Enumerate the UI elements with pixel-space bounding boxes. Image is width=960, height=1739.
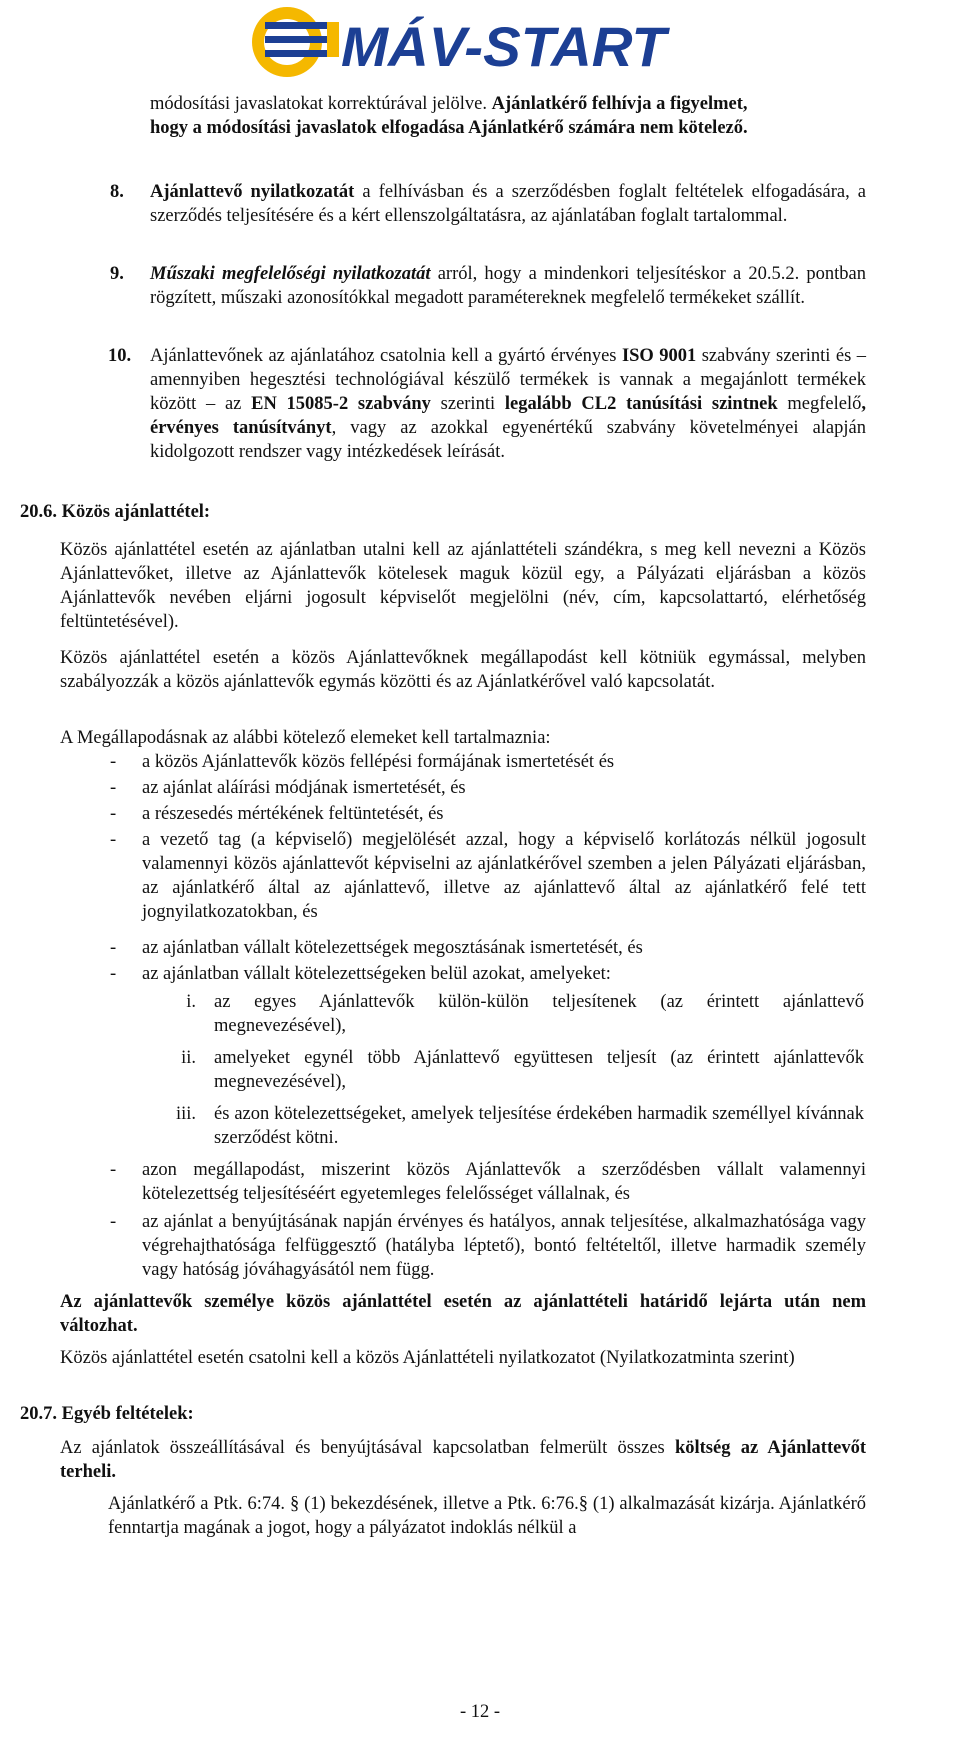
section-20-7-para-2: Ajánlatkérő a Ptk. 6:74. § (1) bekezdésének, illetve a Ptk. 6:76.§ (1) alkalmazását kizárja. Ajánlatkérő fenntartja magának a jogot, hogy a pályázatot indoklás nélkül a — [108, 1494, 866, 1538]
section-20-7-para-1 — [60, 1436, 866, 1484]
item-8-body: a felhívásban és a szerződésben foglalt feltételek elfogadására, a szerződés teljesítésére és a kért ellenszolgáltatásra, az ajánlatában foglalt tartalommal. — [150, 182, 866, 226]
list-item: a részesedés mértékének feltüntetését, és — [142, 804, 444, 824]
section-20-6-para-1: Közös ajánlattétel esetén az ajánlatban utalni kell az ajánlattételi szándékra, s meg kell nevezni a Közös Ajánlattevőket, illetve az Ajánlattevők kötelesek maguk közül egy, a Pályázati eljárásban a közös Ajánlattevők nevében eljárni jogosult képviselőt megjelölni (név, cím, kapcsolattartó, elérhetőség feltüntetésével). — [60, 540, 866, 632]
section-20-7-para-1-bold: költség az Ajánlattevőt terheli. — [60, 1438, 866, 1482]
item-9-body: arról, hogy a mindenkori teljesítéskor a 20.5.2. pontban rögzített, műszaki azonosítókkal megadott paramétereknek megfelelő termékeket szállít. — [150, 264, 866, 308]
logo-text: MÁV-START — [341, 15, 671, 78]
item-9-bold: Műszaki megfelelőségi nyilatkozatát — [150, 264, 431, 284]
section-20-6-para-4: Közös ajánlattétel esetén csatolni kell a közös Ajánlattételi nyilatkozatot (Nyilatkozatminta szerint) — [60, 1348, 795, 1368]
dash-bullet: - — [110, 1212, 117, 1232]
section-20-7-heading: 20.7. Egyéb feltételek: — [20, 1404, 194, 1424]
item-9-number: 9. — [110, 264, 124, 284]
item-10-part-5: , vagy az azokkal egyenértékű szabvány követelményei alapján kidolgozott rendszer vagy intézkedések leírását. — [150, 418, 866, 462]
list-item: az ajánlat aláírási módjának ismertetését, és — [142, 778, 466, 798]
roman-item: és azon kötelezettségeket, amelyek teljesítése érdekében harmadik személlyel kívánnak szerződést kötni. — [214, 1104, 864, 1148]
roman-numeral: i. — [186, 992, 196, 1012]
list-item: az ajánlatban vállalt kötelezettségeken belül azokat, amelyeket: — [142, 964, 611, 984]
item-8-number: 8. — [110, 182, 124, 202]
dash-bullet: - — [110, 752, 117, 772]
list-item: a vezető tag (a képviselő) megjelölését azzal, hogy a képviselő korlátozás nélkül jogosult valamennyi közös ajánlattevőt képviselni az ajánlatkérővel szemben a jelen Pályázati eljárásban, az ajánlatkérő által az ajánlattevő, illetve az ajánlattevő által az ajánlatkérő felé tett jognyilatkozatokban, és — [142, 830, 866, 922]
section-20-6-heading: 20.6. Közös ajánlattétel: — [20, 502, 211, 522]
dash-bullet: - — [110, 778, 117, 798]
list-item: azon megállapodást, miszerint közös Ajánlattevők a szerződésben vállalt valamennyi kötelezettség teljesítéséért egyetemleges felelősséget vállalnak, és — [142, 1160, 866, 1204]
item-10-part-3: szerinti — [430, 394, 505, 414]
intro-bold-1: Ajánlatkérő felhívja a figyelmet, — [491, 94, 748, 114]
dash-bullet: - — [110, 830, 117, 850]
dash-bullet: - — [110, 804, 117, 824]
intro-paragraph — [150, 92, 866, 140]
item-10-cert: , érvényes tanúsítványt — [150, 394, 866, 438]
item-8-text — [150, 180, 866, 228]
list-item: a közös Ajánlattevők közös fellépési formájának ismertetését és — [142, 752, 615, 772]
item-9-text — [150, 262, 866, 310]
intro-bold-2: hogy a módosítási javaslatok elfogadása Ajánlatkérő számára nem kötelező. — [150, 118, 748, 138]
item-10-text — [150, 344, 866, 464]
item-10-part-4: megfelelő — [777, 394, 862, 414]
dash-bullet: - — [110, 938, 117, 958]
page-number: - 12 - — [459, 1702, 501, 1722]
roman-numeral: iii. — [175, 1104, 196, 1124]
item-10-part-1: Ajánlattevőnek az ajánlatához csatolnia kell a gyártó érvényes — [150, 346, 622, 366]
roman-item: az egyes Ajánlattevők külön-külön teljesítenek (az érintett ajánlattevő megnevezésével), — [214, 992, 864, 1036]
dash-bullet: - — [110, 964, 117, 984]
roman-numeral: ii. — [181, 1048, 196, 1068]
mav-start-logo — [245, 4, 675, 84]
item-10-part-2: szabvány szerinti és – amennyiben hegesztési technológiával készülő termékek is vannak a megajánlott termékek között – az — [150, 346, 866, 414]
section-20-6-bold-para: Az ajánlattevők személye közös ajánlattétel esetén az ajánlattételi határidő lejárta után nem változhat. — [60, 1292, 866, 1336]
section-20-7-para-1-text: Az ajánlatok összeállításával és benyújtásával kapcsolatban felmerült összes — [60, 1438, 675, 1458]
item-10-number: 10. — [108, 346, 132, 366]
dash-bullet: - — [110, 1160, 117, 1180]
item-10-cl2: legalább CL2 tanúsítási szintnek — [504, 394, 778, 414]
roman-item: amelyeket egynél több Ajánlattevő együttesen teljesít (az érintett ajánlattevők megnevezésével), — [214, 1048, 864, 1092]
intro-text: módosítási javaslatokat korrektúrával jelölve. — [150, 94, 492, 114]
item-8-bold: Ajánlattevő nyilatkozatát — [150, 182, 355, 202]
item-10-en: EN 15085-2 szabvány — [251, 394, 431, 414]
item-10-iso: ISO 9001 — [621, 346, 697, 366]
section-20-6-para-2: Közös ajánlattétel esetén a közös Ajánlattevőknek megállapodást kell kötniük egymással, melyben szabályozzák a közös ajánlattevők egymás közötti és az Ajánlatkérővel való kapcsolatát. — [60, 648, 866, 692]
list-item: az ajánlatban vállalt kötelezettségek megosztásának ismertetését, és — [142, 938, 643, 958]
list-item: az ajánlat a benyújtásának napján érvényes és hatályos, annak teljesítése, alkalmazhatósága vagy végrehajthatósága felfüggesztő (hatályba léptető), bontó feltételtől, illetve harmadik személy vagy hatóság jóváhagyásától nem függ. — [142, 1212, 866, 1280]
section-20-6-para-3: A Megállapodásnak az alábbi kötelező elemeket kell tartalmaznia: — [60, 728, 551, 748]
